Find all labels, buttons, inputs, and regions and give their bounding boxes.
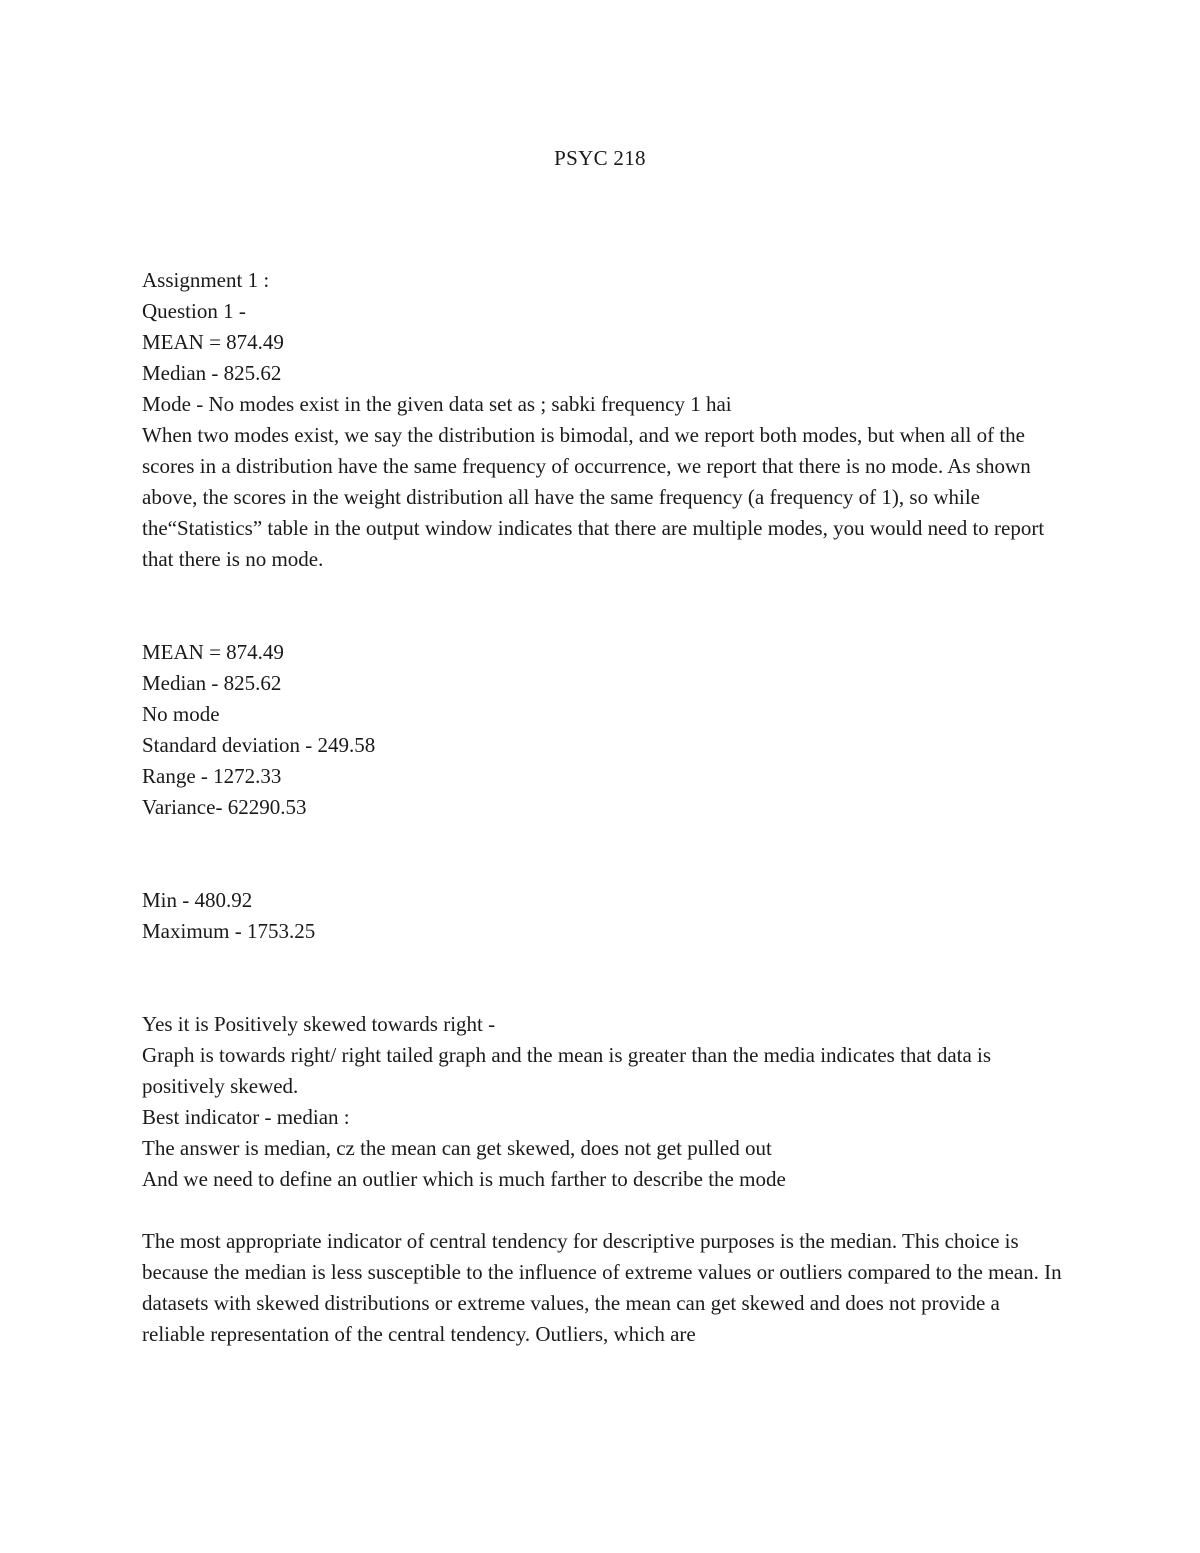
best-indicator-reason: The answer is median, cz the mean can get skewed, does not get pulled out [142,1136,772,1160]
min-value: Min - 480.92 [142,888,253,912]
max-value: Maximum - 1753.25 [142,919,316,943]
question-heading: Question 1 - [142,299,246,323]
summary-variance: Variance- 62290.53 [142,795,307,819]
conclusion-paragraph: The most appropriate indicator of central tendency for descriptive purposes is the median. This choice is because the median is less susceptible to the influence of extreme values or outliers compared to the mean. In datasets with skewed distributions or extreme values, the mean can get skewed and does not provide a reliable representation of the central tendency. Outliers, which are [142,1229,1062,1346]
best-indicator-heading: Best indicator - median : [142,1105,350,1129]
assignment-heading: Assignment 1 : [142,268,270,292]
summary-median: Median - 825.62 [142,671,282,695]
summary-mean: MEAN = 874.49 [142,640,284,664]
document-body [142,265,1067,1350]
summary-range: Range - 1272.33 [142,764,282,788]
skew-graph-explanation: Graph is towards right/ right tailed graph and the mean is greater than the media indicates that data is positively skewed. [142,1043,992,1098]
spacer [142,575,1067,637]
spacer [142,947,1067,1009]
mode-explanation-paragraph: When two modes exist, we say the distribution is bimodal, and we report both modes, but when all of the scores in a distribution have the same frequency of occurrence, we report that there is no mode. As shown above, the scores in the weight distribution all have the same frequency (a frequency of 1), so while the“Statistics” table in the output window indicates that there are multiple modes, you would need to report that there is no mode. [142,423,1045,571]
median-value: Median - 825.62 [142,361,282,385]
outlier-note: And we need to define an outlier which is much farther to describe the mode [142,1167,786,1191]
skew-statement: Yes it is Positively skewed towards right - [142,1012,496,1036]
summary-mode: No mode [142,702,220,726]
document-title: PSYC 218 [554,146,646,170]
spacer [142,823,1067,885]
mode-statement: Mode - No modes exist in the given data set as ; sabki frequency 1 hai [142,392,732,416]
spacer [142,1195,1067,1226]
mean-value: MEAN = 874.49 [142,330,284,354]
summary-standard-deviation: Standard deviation - 249.58 [142,733,376,757]
